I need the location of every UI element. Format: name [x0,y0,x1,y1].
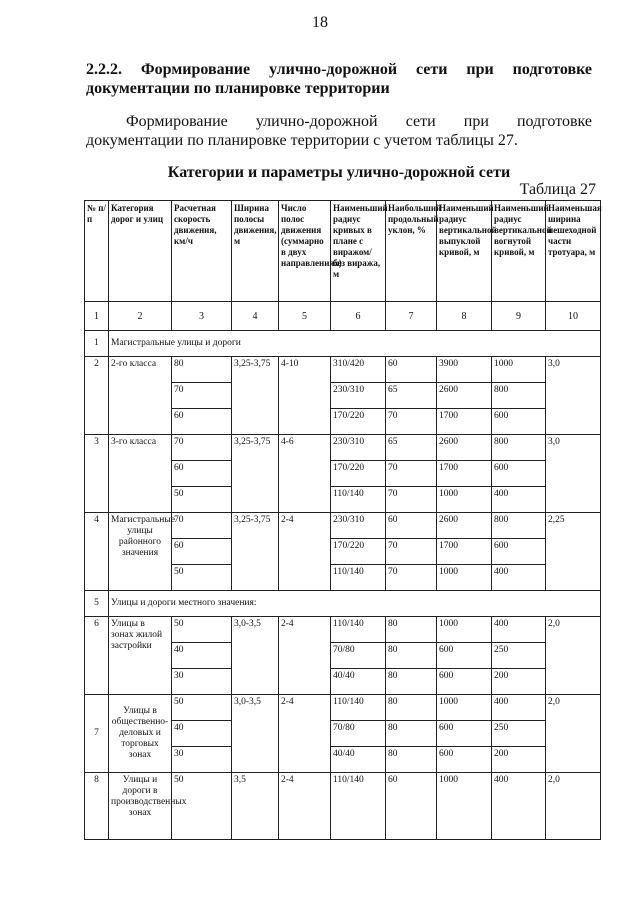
convex-cell: 1000 [437,695,492,721]
radius-cell: 70/80 [331,721,386,747]
table-header-row [85,201,601,302]
column-number: 4 [232,302,279,331]
convex-cell: 600 [437,669,492,695]
column-number: 6 [331,302,386,331]
header-cell: № п/п [85,201,109,302]
radius-cell: 230/310 [331,513,386,539]
section-heading: 2.2.2. Формирование улично-дорожной сети при подготовке документации по планировке территории [86,61,592,97]
concave-cell: 400 [492,773,546,840]
row-number: 5 [85,591,109,617]
convex-cell: 1000 [437,487,492,513]
lane-width-cell: 3,25-3,75 [232,513,279,591]
lane-width-cell: 3,25-3,75 [232,357,279,435]
radius-cell: 110/140 [331,565,386,591]
lanes-cell: 4-6 [279,435,331,513]
convex-cell: 1000 [437,565,492,591]
convex-cell: 2600 [437,383,492,409]
speed-cell: 60 [172,539,232,565]
concave-cell: 800 [492,435,546,461]
radius-cell: 110/140 [331,695,386,721]
concave-cell: 400 [492,487,546,513]
speed-cell: 50 [172,487,232,513]
lane-width-cell: 3,25-3,75 [232,435,279,513]
convex-cell: 2600 [437,513,492,539]
header-cell: Категория дорог и улиц [109,201,172,302]
speed-cell: 70 [172,513,232,539]
lane-width-cell: 3,0-3,5 [232,695,279,773]
column-number: 8 [437,302,492,331]
convex-cell: 600 [437,721,492,747]
radius-cell: 310/420 [331,357,386,383]
convex-cell: 600 [437,643,492,669]
table-row [85,695,601,721]
lanes-cell: 4-10 [279,357,331,435]
lanes-cell: 2-4 [279,617,331,695]
slope-cell: 60 [386,773,437,840]
slope-cell: 70 [386,565,437,591]
sidewalk-cell: 2,0 [546,773,601,840]
concave-cell: 200 [492,669,546,695]
sidewalk-cell: 2,25 [546,513,601,591]
sidewalk-cell: 2,0 [546,695,601,773]
body-paragraph: Формирование улично-дорожной сети при подготовке документации по планировке территории с учетом таблицы 27. [86,113,592,149]
page-number: 18 [312,14,328,31]
road-network-table [84,200,601,840]
speed-cell: 50 [172,773,232,840]
convex-cell: 600 [437,747,492,773]
column-number: 5 [279,302,331,331]
radius-cell: 110/140 [331,487,386,513]
radius-cell: 230/310 [331,435,386,461]
column-number-row [85,302,601,331]
row-number: 4 [85,513,109,591]
slope-cell: 80 [386,669,437,695]
sidewalk-cell: 2,0 [546,617,601,695]
row-number: 7 [85,695,109,773]
radius-cell: 230/310 [331,383,386,409]
section-label: Улицы и дороги местного значения: [109,591,601,617]
slope-cell: 80 [386,695,437,721]
radius-cell: 170/220 [331,461,386,487]
concave-cell: 600 [492,461,546,487]
slope-cell: 65 [386,435,437,461]
slope-cell: 60 [386,357,437,383]
convex-cell: 2600 [437,435,492,461]
row-number: 8 [85,773,109,840]
header-cell: Число полос движения (суммарно в двух направлениях) [279,201,331,302]
lane-width-cell: 3,0-3,5 [232,617,279,695]
slope-cell: 60 [386,513,437,539]
row-number: 1 [85,331,109,357]
column-number: 3 [172,302,232,331]
slope-cell: 80 [386,617,437,643]
speed-cell: 60 [172,409,232,435]
radius-cell: 170/220 [331,539,386,565]
road-category: Магистральные улицы районного значения [109,513,172,591]
speed-cell: 70 [172,383,232,409]
slope-cell: 80 [386,721,437,747]
speed-cell: 80 [172,357,232,383]
road-category: Улицы и дороги в производственных зонах [109,773,172,840]
convex-cell: 3900 [437,357,492,383]
concave-cell: 250 [492,643,546,669]
convex-cell: 1000 [437,773,492,840]
column-number: 10 [546,302,601,331]
concave-cell: 200 [492,747,546,773]
concave-cell: 800 [492,383,546,409]
concave-cell: 250 [492,721,546,747]
table-label: Таблица 27 [519,181,596,198]
lanes-cell: 2-4 [279,513,331,591]
column-number: 7 [386,302,437,331]
radius-cell: 40/40 [331,747,386,773]
convex-cell: 1000 [437,617,492,643]
header-cell: Наибольший продольный уклон, % [386,201,437,302]
column-number: 1 [85,302,109,331]
table-row [85,435,601,461]
slope-cell: 65 [386,383,437,409]
radius-cell: 40/40 [331,669,386,695]
speed-cell: 70 [172,435,232,461]
concave-cell: 600 [492,409,546,435]
slope-cell: 80 [386,747,437,773]
row-number: 6 [85,617,109,695]
concave-cell: 400 [492,565,546,591]
speed-cell: 60 [172,461,232,487]
header-cell: Наименьший радиус вертикальной выпуклой кривой, м [437,201,492,302]
speed-cell: 40 [172,721,232,747]
table-row [85,773,601,840]
convex-cell: 1700 [437,461,492,487]
table-row [85,513,601,539]
slope-cell: 70 [386,539,437,565]
speed-cell: 50 [172,695,232,721]
slope-cell: 70 [386,461,437,487]
table-title: Категории и параметры улично-дорожной сети [167,164,511,181]
radius-cell: 110/140 [331,617,386,643]
radius-cell: 170/220 [331,409,386,435]
speed-cell: 40 [172,643,232,669]
speed-cell: 30 [172,747,232,773]
convex-cell: 1700 [437,409,492,435]
header-cell: Наименьшая ширина пешеходной части тротуара, м [546,201,601,302]
radius-cell: 110/140 [331,773,386,840]
sidewalk-cell: 3,0 [546,435,601,513]
header-cell: Расчетная скорость движения, км/ч [172,201,232,302]
lanes-cell: 2-4 [279,773,331,840]
slope-cell: 80 [386,643,437,669]
row-number: 3 [85,435,109,513]
speed-cell: 50 [172,565,232,591]
concave-cell: 1000 [492,357,546,383]
concave-cell: 400 [492,617,546,643]
speed-cell: 50 [172,617,232,643]
radius-cell: 70/80 [331,643,386,669]
lane-width-cell: 3,5 [232,773,279,840]
row-number: 2 [85,357,109,435]
slope-cell: 70 [386,487,437,513]
slope-cell: 70 [386,409,437,435]
header-cell: Наименьший радиус вертикальной вогнутой кривой, м [492,201,546,302]
section-row [85,591,601,617]
header-cell: Наименьший радиус кривых в плане с виражом/ без виража, м [331,201,386,302]
lanes-cell: 2-4 [279,695,331,773]
table-row [85,357,601,383]
section-label: Магистральные улицы и дороги [109,331,601,357]
section-row [85,331,601,357]
road-category: Улицы в общественно-деловых и торговых зонах [109,695,172,773]
road-category: 3-го класса [109,435,172,513]
concave-cell: 600 [492,539,546,565]
column-number: 9 [492,302,546,331]
convex-cell: 1700 [437,539,492,565]
concave-cell: 800 [492,513,546,539]
table-row [85,617,601,643]
road-category: Улицы в зонах жилой застройки [109,617,172,695]
concave-cell: 400 [492,695,546,721]
column-number: 2 [109,302,172,331]
header-cell: Ширина полосы движения, м [232,201,279,302]
speed-cell: 30 [172,669,232,695]
sidewalk-cell: 3,0 [546,357,601,435]
road-category: 2-го класса [109,357,172,435]
